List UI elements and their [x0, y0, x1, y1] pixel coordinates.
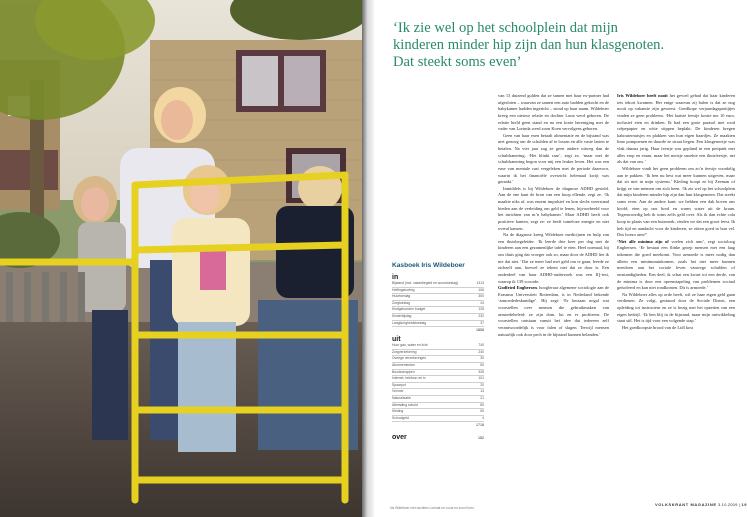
photo-caption: Iris Wildeboer met dochters Lorinda en Lucia en zoon Koen [390, 506, 474, 510]
photo-illustration [0, 0, 362, 517]
expense-table [392, 262, 484, 512]
expense-row [392, 403, 484, 410]
expense-row [392, 363, 484, 370]
expense-amount: 30 [480, 356, 484, 361]
expense-row [392, 356, 484, 363]
expense-row [392, 396, 484, 403]
article-paragraph: Inmiddels is bij Wildeboer de diagnose ADHD gesteld. Aan de ene kant de bron van een hoop ellende, zegt ze. ‘Ik maakte niks af, was enorm impulsief en kon slecht weerstand bieden aan de verleiding om geld te lenen, bijvoorbeeld voor het inrichten van m’n babykamer.’ Maar ADHD heeft ook positieve kanten, zegt ze: ze heeft tomeloze energie en niet overal kansen. [498, 185, 609, 231]
income-amount: 1313 [476, 281, 484, 285]
expense-row [392, 370, 484, 377]
expense-label: Zorgverzekering [392, 349, 417, 354]
expense-amount: 20 [480, 382, 484, 387]
income-label: Kindgebonden budget [392, 307, 426, 312]
income-amount: 106 [478, 287, 484, 292]
income-row [392, 307, 484, 314]
income-row [392, 294, 484, 301]
leftover-label: over [392, 434, 407, 442]
article-paragraph: Godfried Engbersen, hoogleraar algemene sociologie aan de Erasmus Universiteit Rotterdam, is in Nederland bekende ‘armoededeskundige’. Hij zegt: ‘Er bestaan nogal wat voorstellen over mensen die gebruikmaken van armoedebeleid: ze zijn dom, lui en er profiteren. De voorstellen ontstaan vanuit het idee dat iedereen zelf verantwoordelijk is voor falen of slagen. Terwijl mensen natuurlijk ook door pech in de bijstand kunnen belanden.’ [498, 285, 609, 337]
expense-amount: 4 [482, 415, 484, 420]
expense-row [392, 376, 484, 383]
expense-label: Schoolgeld [392, 415, 409, 420]
article-column-2 [617, 93, 735, 491]
income-row [392, 314, 484, 321]
income-row [392, 301, 484, 308]
expense-label: Overige verzekeringen [392, 356, 427, 361]
article-column-1 [498, 93, 609, 491]
expense-amount: 21 [480, 395, 484, 400]
expense-row [392, 389, 484, 396]
income-amount: 125 [478, 307, 484, 312]
expense-amount: 50 [480, 362, 484, 367]
article-paragraph: Het goedkoopste brood van de Lidl kost [622, 324, 694, 330]
article-paragraph: Wildeboer vindt het geen probleem om zo’n feestje voordelig aan te pakken. ‘Ik ben nu best wat meer kunnen uitgeven, maar dat zit niet in mijn systeem.’ Kleding koopt ze bij Zeeman of krijgt ze van mensen om zich heen. ‘Ik zie wel op het schoolplein dat mijn kinderen minder hip zijn dan hun klasgenoten. Dat steekt soms even. Aan de andere kant: we hebben een dak boven ons hoofd, eten op ons bord en warm water uit de kraan. Tegenwoordig heb ik soms zelfs geld over. Als ik dan echte cola koop in plaats van een huismerk, vinden we dat een groot feest. Ik heb tijd en aandacht voor de kinderen, ze zitten goed in hun vel. Dus hoezo arm?’ [617, 165, 735, 238]
article-paragraph: Na de diagnose kreeg Wildeboer medicijnen en hulp van een thuisbegeleider. ‘Ik leerde drie keer per dag met de kinderen aan een gezamenlijke tafel te eten. Heel normaal, bij ons thuis ging dat vroeger ook zo, maar door de ADHD liet ik me dat niet.’ Dat ze meer had met geld om te gaan, leerde ze zichzelf aan, hoewel ze tekent niet dat ze door is. Een onderdeel van haar ADHD-onderzoek was een IQ-test, waarop ik 139 scoorde. [498, 232, 609, 284]
income-label: Bijstand (incl. vakantiegeld en woontoeslag) [392, 281, 458, 285]
expense-heading: uit [392, 336, 401, 344]
income-row [392, 288, 484, 295]
issue-date: 3.10.2009 [717, 502, 738, 507]
leftover-amount: 152 [478, 436, 484, 441]
income-heading: in [392, 274, 399, 281]
expense-row [392, 350, 484, 357]
income-row [392, 281, 484, 288]
expense-label: Boodschappen [392, 369, 415, 374]
article-paragraph: Geen van haar exen betaalt alimentatie en de bijstand was niet genoeg om de schulden af te lossen en alle vaste lasten te betalen. Na vier jaar zag ze geen andere uitweg dan de schuldsanering. ‘Het klinkt raar’, zegt ze, ‘maar met de schuldsanering begon voor mij een leuker leven. Het was een ease van mentale rust vergeleken met de periode daarvoor, waarin ik het financiële overzicht helemaal kwijt was geraakt.’ [498, 132, 609, 185]
article-paragraph: Na Wildeboer alles op orde heeft, wil ze haar eigen geld gaan verdienen. Ze volgt, gestuurd door de Sociale Dienst, een opleiding tot instructeur en ze is bezig met het opzetten van een eigen bedrijf. ‘Ik ben blij in de bijstand, maar mijn ontwikkeling staat stil. Het is tijd voor een volgende stap.’ [617, 291, 735, 324]
income-label: Heffingskorting [392, 287, 415, 292]
expense-amount: 14 [480, 389, 484, 394]
expense-amount: 240 [478, 349, 484, 354]
expense-amount: 325 [478, 369, 484, 374]
expense-amount: 740 [478, 343, 484, 348]
expense-total: 1718 [476, 423, 484, 428]
income-label: Zorgtoeslag [392, 300, 410, 305]
family-photo [0, 0, 362, 517]
page-gutter [362, 0, 374, 517]
expense-amount: 101 [478, 376, 484, 381]
income-label: Kinderbijslag [392, 313, 412, 318]
expense-amount: 80 [480, 402, 484, 407]
income-amount: 232 [478, 313, 484, 318]
expense-list [392, 343, 484, 422]
expense-table-title: Kasboek Iris Wildeboer [392, 262, 465, 269]
expense-label: Internet, telefoon en tv [392, 376, 426, 381]
page-footer: VOLKSKRANT MAGAZINE 3.10.2009 | 19 [655, 502, 747, 507]
article-paragraph: Iris Wildeboer heeft nooit het gevoel gehad dat haar kinderen iets tekort kwamen. Het enige waarvan zij balen is dat ze nog nooit op vakantie zijn geweest. Goedkope verjaardagspartijtjes vinden ze geen probleem. ‘Het laatste feestje kostte me 10 euro, inclusief eten en drinken. Ik had een grote parasol met rood crêpepapier en witte stippen beplakt. De kinderen kregen kabouternutsjes en plakken van hun eigen baardjes. Ze maakten limo pompoenen en duurde ze straat liegen. Een klasgenootje was vlak daarna jarig. Haar feestje was gepland in een pretpark met alles erop en eraan, maar het meisje snoekte een thuisfeestje, net als dat van ons.’ [617, 93, 735, 165]
expense-row [392, 416, 484, 423]
expense-label: Abonnementen [392, 362, 415, 367]
magazine-name: VOLKSKRANT MAGAZINE [655, 502, 717, 507]
income-amount: 24 [480, 300, 484, 305]
expense-label: Naturalisatie [392, 395, 411, 400]
expense-label: Kleding [392, 409, 404, 414]
leftover-row [392, 434, 484, 441]
expense-label: Spaarpot [392, 382, 406, 387]
article-paragraph: ‘Niet alle minima zijn of voelen zich arm’, zegt socioloog Engbersen. ‘Er bestaat een flinke groep mensen met een laag inkomen die goed meekomt. Voor armoede is meer nodig dan alleen een minimuminkomen, zoals het niet meer kunnen meedoen aan het sociale leven vanwege schulden of omstandigheden. Een deel, ik schat een kwart tot een derde, van de minima is door een opeenstapeling van problemen sociaal geïsoleerd en kan niet rondkomen. Dit is armoede.’ [617, 238, 735, 291]
page-number: 19 [741, 502, 747, 507]
expense-label: Afbetaling schuld [392, 402, 418, 407]
income-label: Huurtoeslag [392, 294, 411, 299]
expense-row [392, 409, 484, 416]
expense-label: Vervoer [392, 389, 404, 394]
expense-amount: 50 [480, 409, 484, 414]
expense-row [392, 343, 484, 350]
income-amount: 300 [478, 294, 484, 299]
article-paragraph: van 13 duizend gulden dat ze samen met haar ex-partner had afgesloten – waarvan ze samen een auto hadden gekocht en de babykamer hadden ingericht – stond op haar naam. Wildeboer kreeg een nieuwe relatie en dochter Luna werd geboren. De relatie hield geen stand en na een korte hereniging met de vader van Lorinda werd zoon Koen vervolgens geboren. [498, 93, 609, 132]
pull-quote: ‘Ik zie wel op het schoolplein dat mijn kinderen minder hip zijn dan hun klasgenoten. Dat steekt soms even’ [393, 20, 665, 70]
income-list [392, 281, 484, 327]
expense-label: Huur gas, water en licht [392, 343, 428, 348]
income-row [392, 321, 484, 328]
expense-row [392, 383, 484, 390]
income-label: Langdurigheidstoeslag [392, 320, 427, 325]
income-total: 1858 [476, 328, 484, 333]
income-amount: 37 [480, 320, 484, 325]
